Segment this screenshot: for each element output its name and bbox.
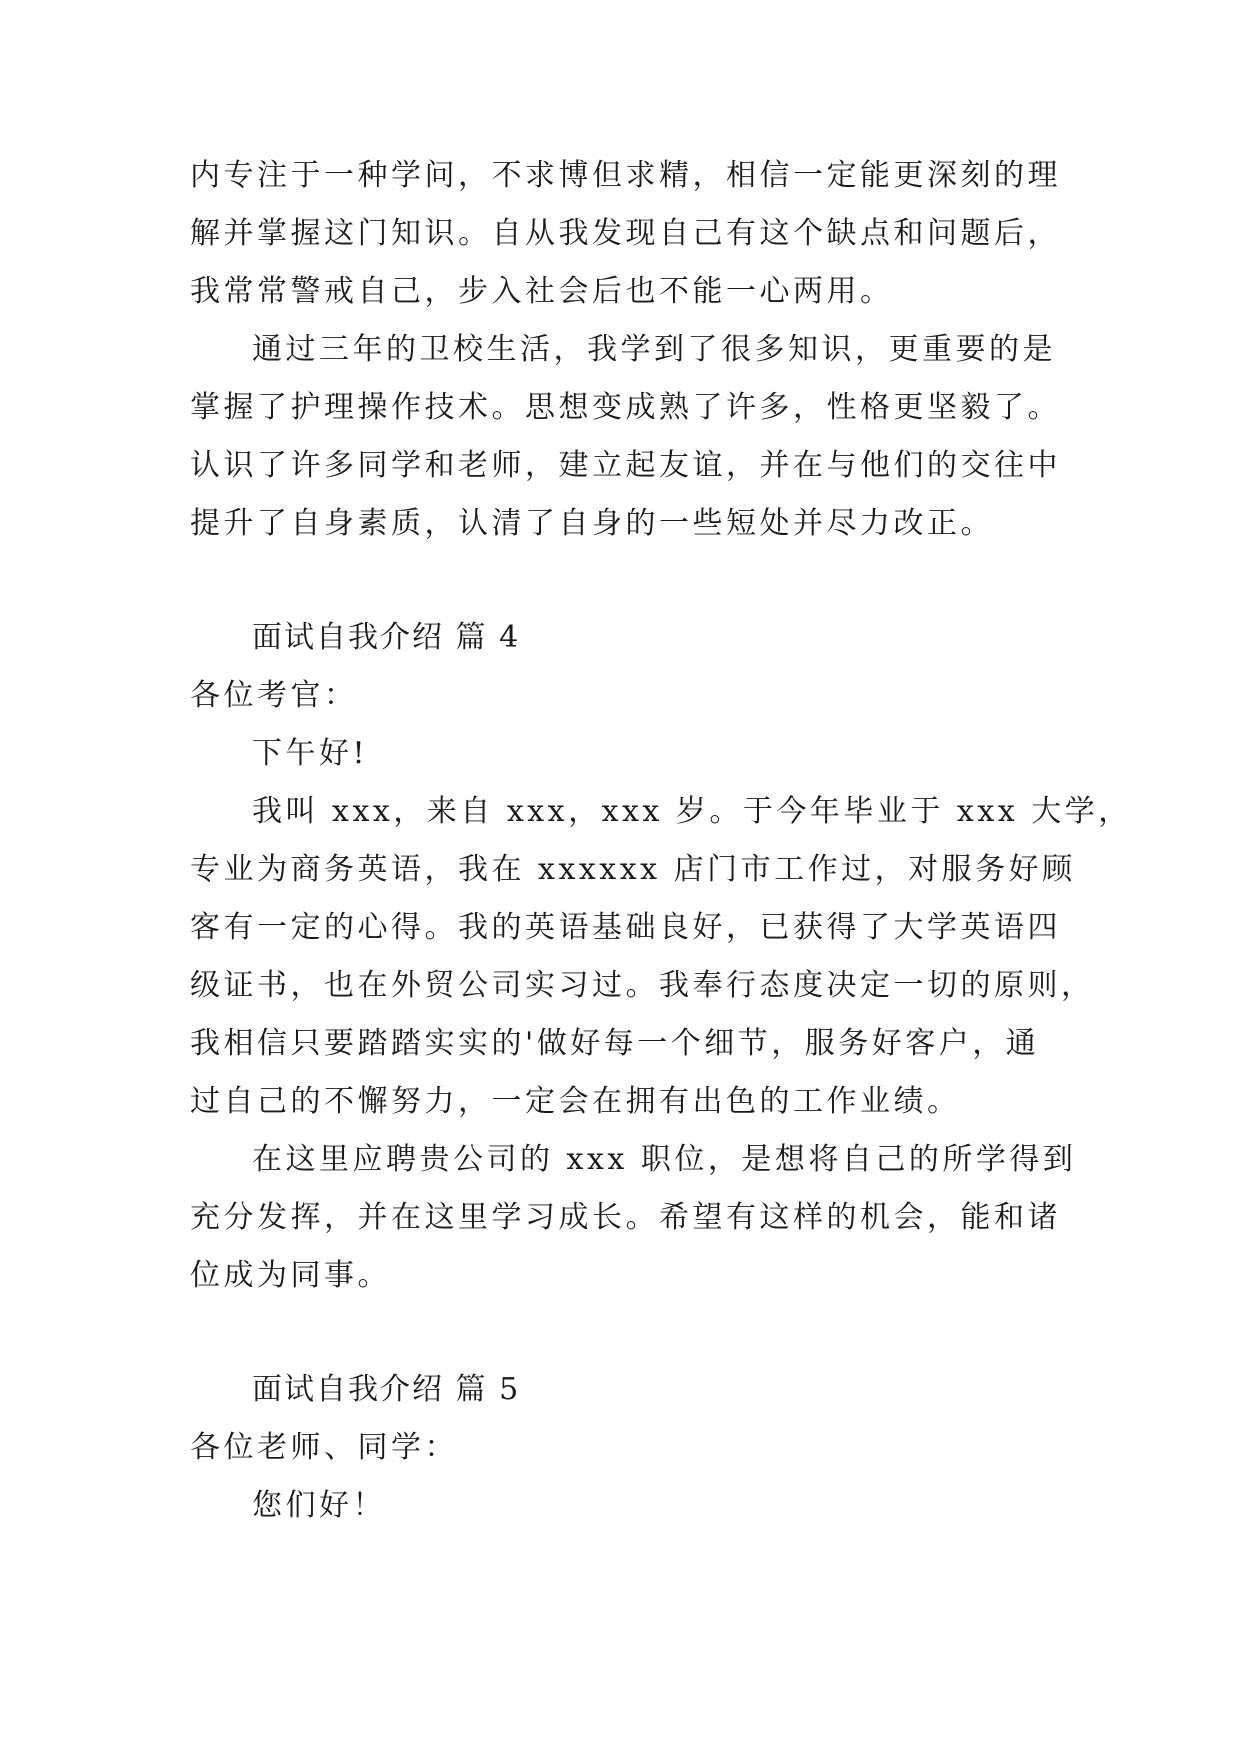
- section-heading: 面试自我介绍 篇 4: [252, 620, 521, 655]
- greeting: 下午好!: [252, 736, 369, 771]
- text-line: 解并掌握这门知识。自从我发现自己有这个缺点和问题后，: [190, 216, 1061, 251]
- paragraph-continued: [190, 158, 1061, 310]
- salutation: 各位考官：: [190, 678, 358, 713]
- salutation: 各位老师、同学：: [190, 1430, 458, 1465]
- text-line: 我相信只要踏踏实实的'做好每一个细节，服务好客户，通: [190, 1026, 1040, 1061]
- text-line: 掌握了护理操作技术。思想变成熟了许多，性格更坚毅了。: [190, 390, 1061, 425]
- text-line: 提升了自身素质，认清了自身的一些短处并尽力改正。: [190, 506, 994, 541]
- text-line: 专业为商务英语，我在 xxxxxx 店门市工作过，对服务好顾: [190, 852, 1076, 887]
- section-heading: 面试自我介绍 篇 5: [252, 1372, 521, 1407]
- text-line: 过自己的不懈努力，一定会在拥有出色的工作业绩。: [190, 1084, 961, 1119]
- section-4: [190, 620, 1132, 1294]
- document-content: [190, 158, 1132, 1524]
- text-line: 充分发挥，并在这里学习成长。希望有这样的机会，能和诸: [190, 1200, 1061, 1235]
- text-line: 在这里应聘贵公司的 xxx 职位，是想将自己的所学得到: [252, 1142, 1077, 1177]
- text-line: 位成为同事。: [190, 1258, 391, 1293]
- section-5: [190, 1372, 1052, 1524]
- text-line: 我叫 xxx，来自 xxx，xxx 岁。于今年毕业于 xxx 大学，: [252, 794, 1132, 829]
- text-line: 认识了许多同学和老师，建立起友谊，并在与他们的交往中: [190, 448, 1061, 483]
- text-line: 级证书，也在外贸公司实习过。我奉行态度决定一切的原则，: [190, 968, 1095, 1003]
- text-line: 通过三年的卫校生活，我学到了很多知识，更重要的是: [252, 332, 1056, 367]
- greeting: 您们好！: [252, 1488, 386, 1523]
- text-line: 内专注于一种学问，不求博但求精，相信一定能更深刻的理: [190, 158, 1061, 193]
- paragraph-wei-school: [190, 332, 1061, 542]
- text-line: 我常常警戒自己，步入社会后也不能一心两用。: [190, 274, 894, 309]
- text-line: 客有一定的心得。我的英语基础良好，已获得了大学英语四: [190, 910, 1061, 945]
